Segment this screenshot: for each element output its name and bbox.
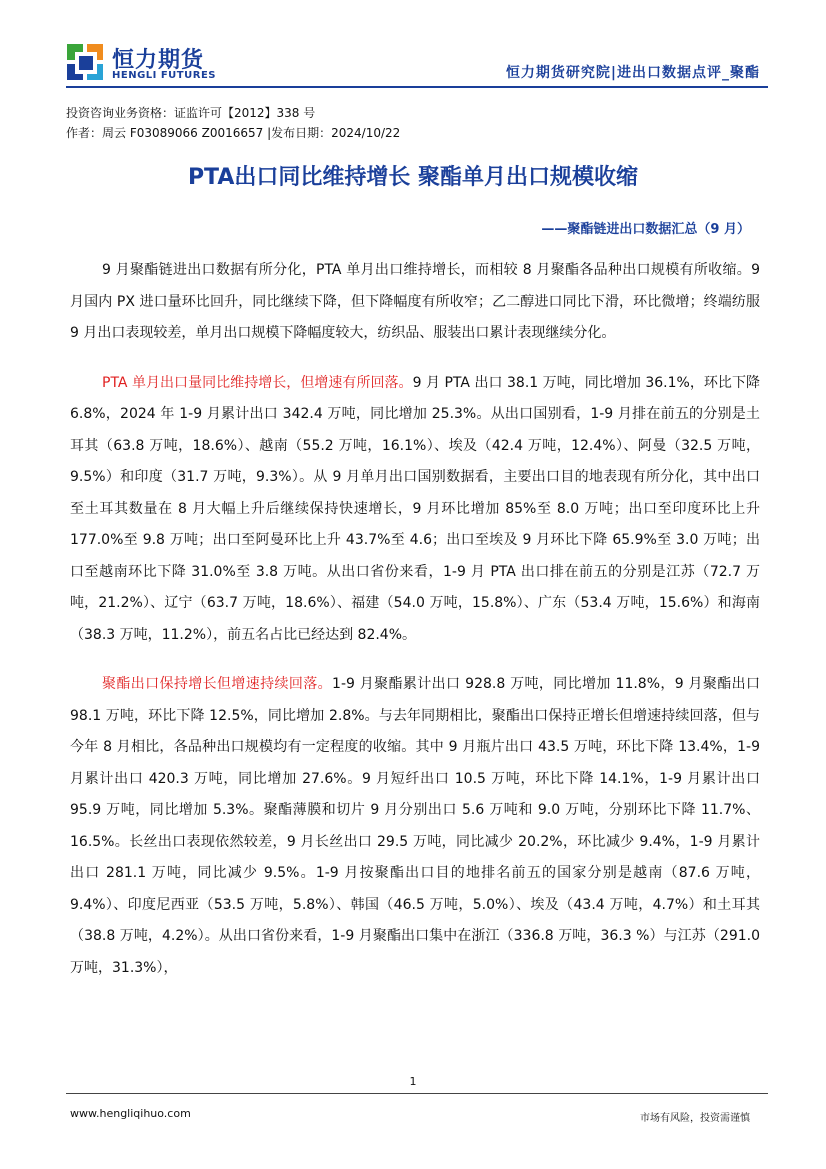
paragraph-highlight: PTA 单月出口量同比维持增长，但增速有所回落。 [102, 374, 413, 391]
footer-divider [66, 1093, 768, 1094]
header-divider [66, 86, 768, 88]
page-number: 1 [409, 1075, 417, 1088]
report-subtitle: ——聚酯链进出口数据汇总（9 月） [541, 222, 750, 237]
risk-disclaimer: 市场有风险，投资需谨慎 [640, 1113, 750, 1124]
paragraph-highlight: 聚酯出口保持增长但增速持续回落。 [102, 676, 333, 692]
paragraph-summary [70, 255, 760, 350]
brand-name-cn: 恒力期货 [112, 48, 205, 73]
paragraph-text: 9 月聚酯链进出口数据有所分化，PTA 单月出口维持增长，而相较 8 月聚酯各品种出口规模有所收缩。9 月国内 PX 进口量环比回升，同比继续下降，但下降幅度有所收窄；乙二醇进口同比下滑，环比微增；终端纺服 9 月出口表现较差，单月出口规模下降幅度较大，纺织品、服装出口累计表现继续分化。 [70, 262, 760, 341]
author-line: 作者：周云 F03089066 Z0016657 |发布日期：2024/10/22 [66, 126, 401, 140]
hengli-logo-icon [67, 44, 105, 82]
paragraph-pta [70, 368, 760, 652]
report-category: 恒力期货研究院|进出口数据点评_聚酯 [505, 65, 760, 81]
paragraph-text: 9 月 PTA 出口 38.1 万吨，同比增加 36.1%，环比下降 6.8%，2024 年 1-9 月累计出口 342.4 万吨，同比增加 25.3%。从出口国别看，1-9 月排在前五的分别是土耳其（63.8 万吨，18.6%）、越南（55.2 万吨，16.1%）、埃及（42.4 万吨，12.4%）、阿曼（32.5 万吨，9.5%）和印度（31.7 万吨，9.3%）。从 9 月单月出口国别数据看，主要出口目的地表现有所分化，其中出口至土耳其数量在 8 月大幅上升后继续保持快速增长，9 月环比增加 85%至 8.0 万吨；出口至印度环比上升 177.0%至 9.8 万吨；出口至阿曼环比上升 43.7%至 4.6；出口至埃及 9 月环比下降 65.9%至 3.0 万吨；出口至越南环比下降 31.0%至 3.8 万吨。从出口省份来看，1-9 月 PTA 出口排在前五的分别是江苏（72.7 万吨，21.2%）、辽宁（63.7 万吨，18.6%）、福建（54.0 万吨，15.8%）、广东（53.4 万吨，15.6%）和海南（38.3 万吨，11.2%），前五名占比已经达到 82.4%。 [70, 374, 760, 643]
report-title: PTA出口同比维持增长 聚酯单月出口规模收缩 [187, 165, 639, 190]
page-header [0, 0, 826, 90]
paragraph-text: 1-9 月聚酯累计出口 928.8 万吨，同比增加 11.8%，9 月聚酯出口 98.1 万吨，环比下降 12.5%，同比增加 2.8%。与去年同期相比，聚酯出口保持正增长但增速持续回落，但与今年 8 月相比，各品种出口规模均有一定程度的收缩。其中 9 月瓶片出口 43.5 万吨，环比下降 13.4%，1-9 月累计出口 420.3 万吨，同比增加 27.6%。9 月短纤出口 10.5 万吨，环比下降 14.1%，1-9 月累计出口 95.9 万吨，同比增加 5.3%。聚酯薄膜和切片 9 月分别出口 5.6 万吨和 9.0 万吨，分别环比下降 11.7%、16.5%。长丝出口表现依然较差，9 月长丝出口 29.5 万吨，同比减少 20.2%，环比减少 9.4%，1-9 月累计出口 281.1 万吨，同比减少 9.5%。1-9 月按聚酯出口目的地排名前五的国家分别是越南（87.6 万吨，9.4%）、印度尼西亚（53.5 万吨，5.8%）、韩国（46.5 万吨，5.0%）、埃及（43.4 万吨，4.7%）和土耳其（38.8 万吨，4.2%）。从出口省份来看，1-9 月聚酯出口集中在浙江（336.8 万吨，36.3 %）与江苏（291.0 万吨，31.3%）， [70, 676, 761, 976]
qualification-line: 投资咨询业务资格：证监许可【2012】338 号 [66, 106, 316, 120]
brand-name-en: HENGLI FUTURES [112, 70, 216, 81]
website-link[interactable]: www.hengliqihuo.com [70, 1107, 191, 1120]
report-body [70, 255, 760, 1002]
paragraph-polyester [70, 669, 760, 984]
